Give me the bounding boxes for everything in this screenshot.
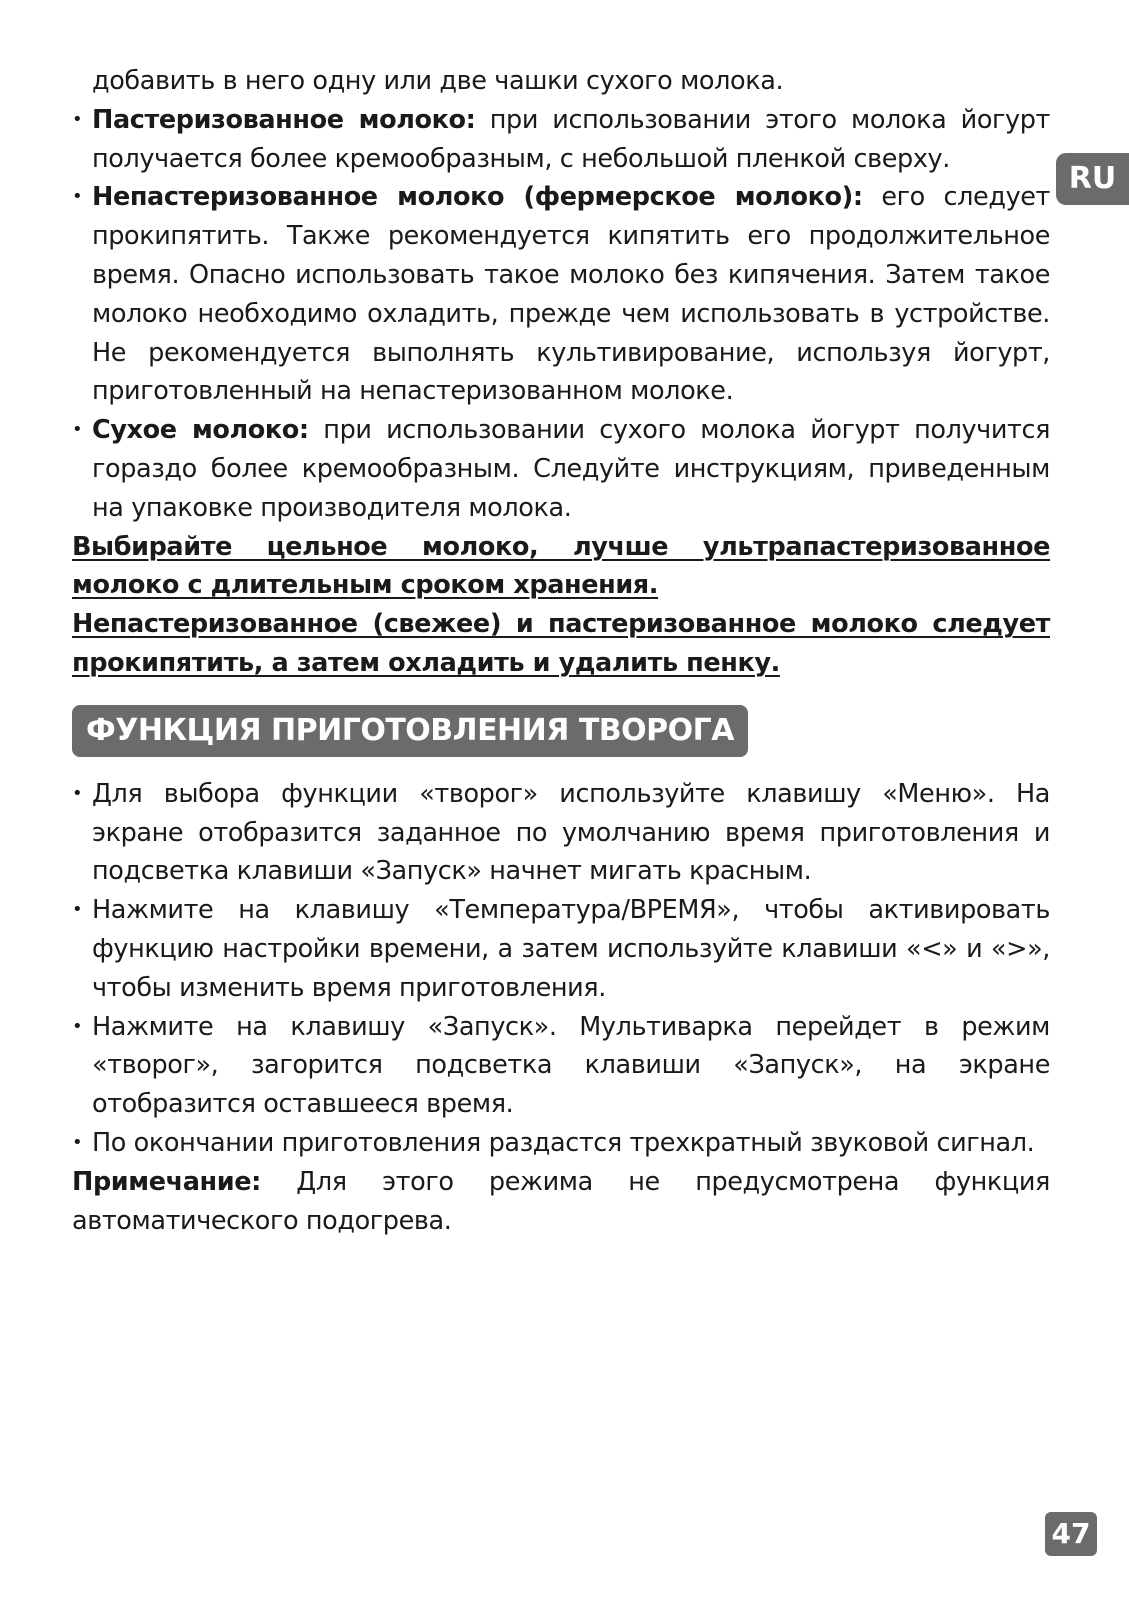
list-item	[72, 178, 1050, 411]
list-item: • Для выбора функции «творог» используйте клавишу «Меню». На экране отобразится заданное по умолчанию время приготовления и подсветка клавиши «Запуск» начнет мигать красным.	[72, 775, 1050, 891]
list-item: • По окончании приготовления раздастся трехкратный звуковой сигнал.	[72, 1124, 1050, 1163]
list-item: • Нажмите на клавишу «Запуск». Мультиварка перейдет в режим «творог», загорится подсветка клавиши «Запуск», на экране отобразится оставшееся время.	[72, 1008, 1050, 1124]
item-text: при использовании этого молока йогурт получается более кремообразным, с небольшой пленкой сверху.	[92, 104, 1050, 174]
page-number: 47	[1045, 1512, 1097, 1556]
item-text: при использовании сухого молока йогурт получится гораздо более кремообразным. Следуйте инструкциям, приведенным на упаковке производителя молока.	[92, 415, 1051, 523]
section-heading: ФУНКЦИЯ ПРИГОТОВЛЕНИЯ ТВОРОГА	[72, 705, 748, 757]
item-text: его следует прокипятить. Также рекомендуется кипятить его продолжительное время. Опасно использовать такое молоко без кипячения. Затем такое молоко необходимо охладить, прежде чем использовать в устройстве. Не рекомендуется выполнять культивирование, используя йогурт, приготовленный на непастеризованном молоке.	[92, 182, 1050, 407]
language-tab: RU	[1056, 153, 1129, 205]
note-paragraph	[72, 1163, 1050, 1241]
note-text: Для этого режима не предусмотрена функция автоматического подогрева.	[72, 1166, 1050, 1236]
list-item: • Нажмите на клавишу «Температура/ВРЕМЯ», чтобы активировать функцию настройки времени, а затем используйте клавиши «<» и «>», чтобы изменить время приготовления.	[72, 891, 1050, 1007]
item-term: Пастеризованное молоко:	[92, 104, 476, 135]
page-content	[72, 62, 1050, 1240]
item-term: Непастеризованное молоко (фермерское молоко):	[92, 182, 863, 213]
note-label: Примечание:	[72, 1166, 261, 1197]
warning-text: Выбирайте цельное молоко, лучше ультрапастеризованное молоко с длительным сроком хранения.	[72, 531, 1050, 601]
list-item	[72, 411, 1050, 527]
list-item	[72, 101, 1050, 179]
warning-text: Непастеризованное (свежее) и пастеризованное молоко следует прокипятить, а затем охладить и удалить пенку.	[72, 609, 1050, 678]
item-term: Сухое молоко:	[92, 415, 309, 446]
continuation-text: добавить в него одну или две чашки сухого молока.	[92, 66, 784, 96]
